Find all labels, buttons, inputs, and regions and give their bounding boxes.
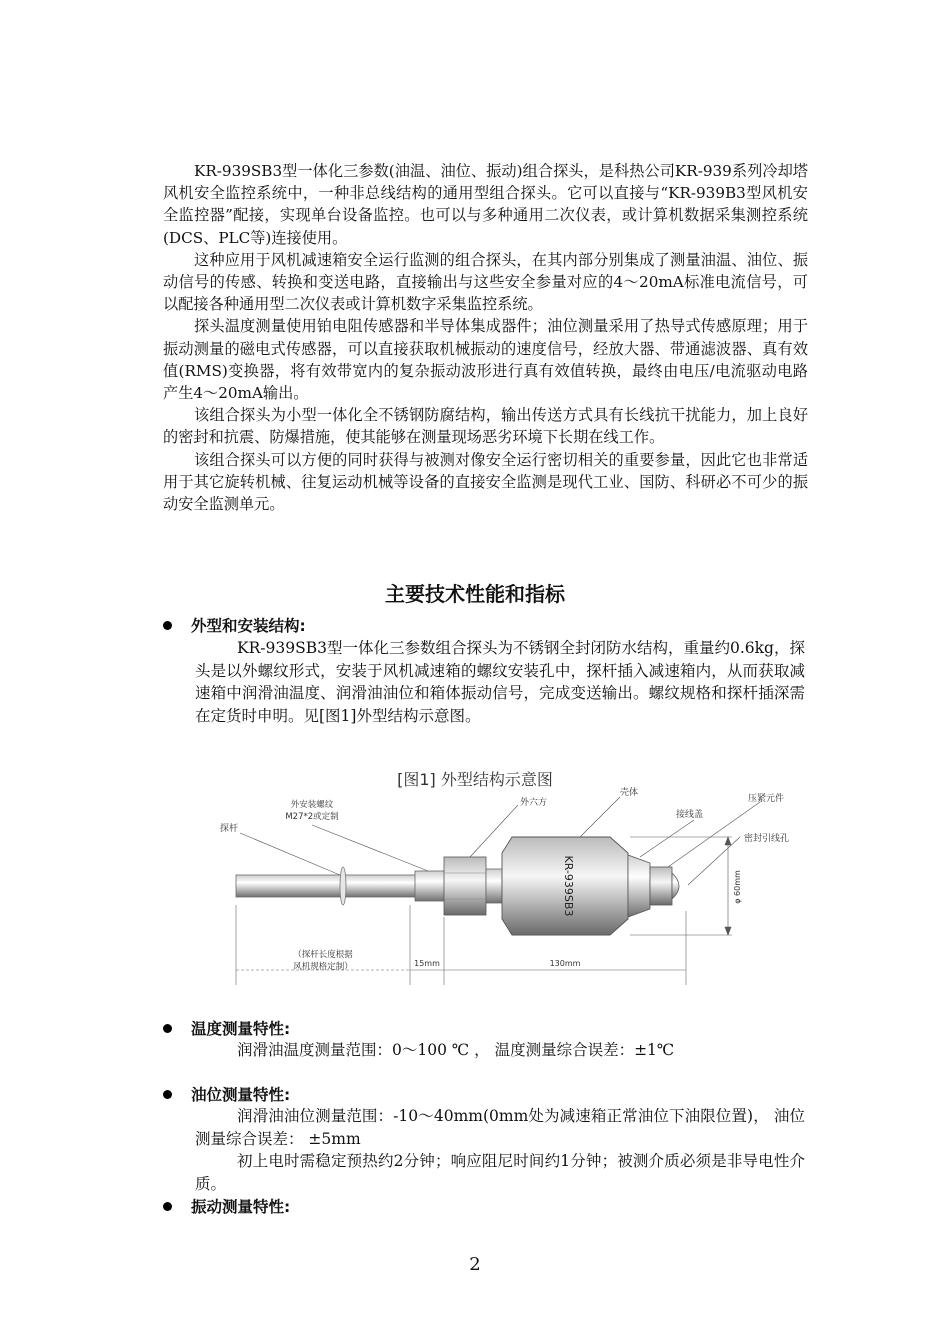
rod-length-note-2: 风机规格定制） bbox=[293, 962, 353, 972]
thread-label: 外安装螺纹 bbox=[290, 800, 334, 810]
terminal-cover-shape bbox=[628, 855, 650, 917]
bullet-dot bbox=[163, 1024, 172, 1033]
oil-level-paragraph-2: 初上电时需稳定预热约2分钟；响应阻尼时间约1分钟；被测介质必须是非导电性介质。 bbox=[195, 1152, 805, 1193]
intro-paragraph-2: 这种应用于风机减速箱安全运行监测的组合探头，在其内部分别集成了测量油温、油位、振动信号的传感、转换和变送电路，直接输出与这些安全参量对应的4～20mA标准电流信号，可以配接各种通用型二次仪表或计算机数字采集监控系统。 bbox=[163, 250, 808, 314]
bullet-oil-level bbox=[163, 1083, 290, 1105]
section-title: 主要技术性能和指标 bbox=[385, 582, 565, 606]
bullet-dot bbox=[163, 1202, 172, 1211]
intro-paragraph-1: KR-939SB3型一体化三参数(油温、油位、振动)组合探头，是科热公司KR-939系列冷却塔风机安全监控系统中，一种非总线结构的通用型组合探头。它可以直接与“KR-939B3型风机安全监控器”配接，实现单台设备监控。也可以与多种通用二次仪表，或计算机数据采集测控系统(DCS、PLC等)连接使用。 bbox=[163, 162, 808, 247]
bullet-heading: 振动测量特性: bbox=[191, 1198, 291, 1216]
diameter-label: φ 60mm bbox=[733, 870, 742, 904]
thread-spec-label: M27*2或定制 bbox=[285, 812, 339, 822]
page-number: 2 bbox=[469, 1254, 481, 1275]
bullet-heading: 外型和安装结构: bbox=[191, 617, 306, 635]
bullet-dot bbox=[163, 621, 172, 630]
seal-hole-label: 密封引线孔 bbox=[744, 834, 790, 844]
press-element-shape bbox=[650, 867, 672, 905]
bullet-temperature bbox=[163, 1017, 290, 1039]
rod-label: 探杆 bbox=[220, 824, 239, 834]
figure-1-probe-diagram bbox=[200, 785, 810, 995]
intro-paragraph-5: 该组合探头可以方便的同时获得与被测对像安全运行密切相关的重要参量，因此它也非常适用于其它旋转机械、往复运动机械等设备的直接安全监测是现代工业、国防、科研必不可少的振动安全监测单元。 bbox=[163, 450, 808, 514]
bullet-heading: 油位测量特性: bbox=[191, 1086, 291, 1104]
temperature-text bbox=[195, 1039, 805, 1062]
oil-level-text bbox=[195, 1105, 805, 1195]
press-element-label: 压紧元件 bbox=[748, 794, 785, 804]
thread-shape bbox=[415, 871, 445, 901]
temperature-paragraph: 润滑油温度测量范围：0～100 ℃ ， 温度测量综合误差：±1℃ bbox=[237, 1041, 675, 1059]
body-print-label: KR-939SB3 bbox=[562, 855, 575, 917]
intro-paragraph-3: 探头温度测量使用铂电阻传感器和半导体集成器件；油位测量采用了热导式传感原理；用于振动测量的磁电式传感器，可以直接获取机械振动的速度信号，经放大器、带通滤波器、真有效值(RMS)变换器，将有效带宽内的复杂振动波形进行真有效值转换，最终由电压/电流驱动电路产生4～20mA输出。 bbox=[163, 317, 808, 403]
bullet-shape-structure bbox=[163, 614, 306, 636]
shell-label: 壳体 bbox=[620, 788, 639, 798]
figure-caption: [图1] 外型结构示意图 bbox=[397, 770, 553, 789]
dim-15-label: 15mm bbox=[414, 959, 440, 968]
intro-paragraph-4: 该组合探头为小型一体化全不锈钢防腐结构，输出传送方式具有长线抗干扰能力，加上良好的密封和抗震、防爆措施，使其能够在测量现场恶劣环境下长期在线工作。 bbox=[163, 406, 808, 447]
rod-length-note-1: （探杆长度根据 bbox=[293, 950, 353, 960]
oil-level-paragraph-1: 润滑油油位测量范围：-10～40mm(0mm处为减速箱正常油位下油限位置)， 油位测量综合误差： ±5mm bbox=[195, 1107, 805, 1148]
hex-nut-shape bbox=[444, 857, 486, 915]
shape-structure-paragraph: KR-939SB3型一体化三参数组合探头为不锈钢全封闭防水结构，重量约0.6kg，探头是以外螺纹形式，安装于风机减速箱的螺纹安装孔中，探杆插入减速箱内，从而获取减速箱中润滑油温度、润滑油油位和箱体振动信号，完成变送输出。螺纹规格和探杆插深需在定货时申明。见[图1]外型结构示意图。 bbox=[195, 639, 805, 725]
bullet-vibration bbox=[163, 1195, 290, 1217]
bullet-dot bbox=[163, 1090, 172, 1099]
shape-structure-text bbox=[195, 637, 805, 727]
bullet-heading: 温度测量特性: bbox=[191, 1020, 291, 1038]
washer-shape bbox=[340, 867, 346, 905]
terminal-cover-label: 接线盖 bbox=[676, 810, 704, 820]
probe-rod-shape bbox=[236, 875, 432, 897]
intro-section bbox=[163, 160, 808, 515]
dim-130-label: 130mm bbox=[549, 959, 581, 968]
hex-label: 外六方 bbox=[520, 798, 548, 808]
